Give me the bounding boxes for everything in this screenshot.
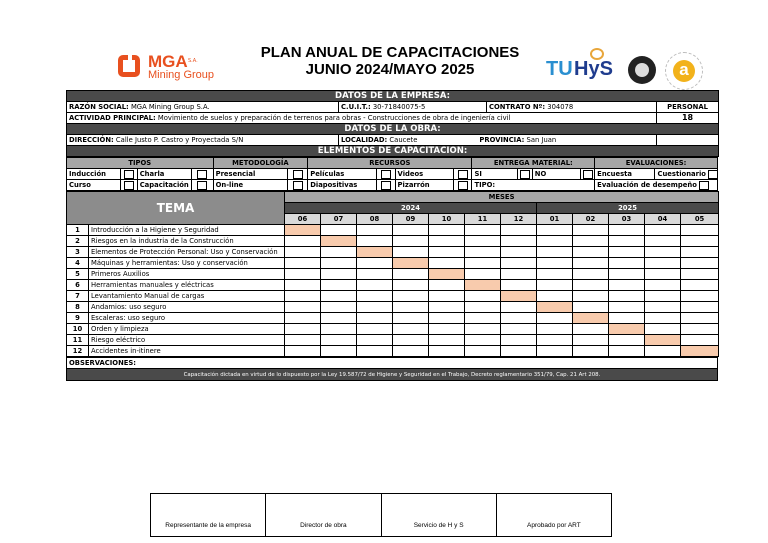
month-cell[interactable] (321, 269, 357, 280)
month-cell[interactable] (285, 346, 321, 357)
tema-header: TEMA (67, 192, 285, 225)
charla-checkbox[interactable] (197, 170, 207, 179)
month-cell[interactable] (609, 225, 645, 236)
month-cell[interactable] (537, 258, 573, 269)
year-2025: 2025 (537, 203, 719, 214)
month-cell[interactable] (429, 346, 465, 357)
observaciones-table (66, 357, 718, 381)
row-tema: Escaleras: uso seguro (89, 313, 285, 324)
row-number: 12 (67, 346, 89, 357)
month-cell[interactable] (609, 258, 645, 269)
eval-desempeno-label: Evaluación de desempeño (597, 181, 697, 189)
observaciones-field[interactable]: OBSERVACIONES: (67, 358, 718, 369)
induccion-label: Inducción (67, 169, 121, 180)
row-number: 6 (67, 280, 89, 291)
month-cell[interactable] (393, 324, 429, 335)
month-cell[interactable] (321, 335, 357, 346)
row-tema: Herramientas manuales y eléctricas (89, 280, 285, 291)
month-header: 07 (321, 214, 357, 225)
peliculas-checkbox[interactable] (381, 170, 391, 179)
month-cell[interactable] (501, 225, 537, 236)
plan-row (67, 324, 719, 335)
month-cell[interactable] (285, 269, 321, 280)
plan-row (67, 335, 719, 346)
month-cell[interactable] (465, 313, 501, 324)
plan-row (67, 302, 719, 313)
scheduled-month-cell[interactable] (609, 324, 645, 335)
month-cell[interactable] (465, 247, 501, 258)
firma-director: Director de obra (266, 494, 381, 536)
cuestionario-label: Cuestionario (657, 170, 706, 178)
month-cell[interactable] (357, 291, 393, 302)
month-cell[interactable] (429, 258, 465, 269)
month-cell[interactable] (465, 236, 501, 247)
month-cell[interactable] (501, 313, 537, 324)
month-cell[interactable] (609, 247, 645, 258)
month-cell[interactable] (321, 280, 357, 291)
month-cell[interactable] (321, 313, 357, 324)
obra-header: DATOS DE LA OBRA: (67, 124, 719, 135)
row-tema: Orden y limpieza (89, 324, 285, 335)
row-number: 4 (67, 258, 89, 269)
tuhys-logo (546, 48, 616, 82)
mga-logo-icon (118, 55, 140, 77)
month-cell[interactable] (501, 236, 537, 247)
plan-row (67, 258, 719, 269)
month-cell[interactable] (501, 302, 537, 313)
month-cell[interactable] (429, 324, 465, 335)
tuhys-logo-tu: TU (546, 58, 573, 80)
row-number: 5 (67, 269, 89, 280)
signature-boxes (150, 493, 612, 537)
personal-label: PERSONAL (657, 102, 719, 113)
month-cell[interactable] (429, 291, 465, 302)
actividad-principal: ACTIVIDAD PRINCIPAL: Movimiento de suelos y preparación de terrenos para obras - Construcciones de obra de ingeniería civil (67, 113, 657, 124)
month-cell[interactable] (681, 291, 719, 302)
month-cell[interactable] (573, 269, 609, 280)
month-cell[interactable] (501, 269, 537, 280)
firma-hys: Servicio de H y S (382, 494, 497, 536)
row-number: 11 (67, 335, 89, 346)
scheduled-month-cell[interactable] (285, 225, 321, 236)
month-cell[interactable] (321, 291, 357, 302)
month-cell[interactable] (321, 324, 357, 335)
tipos-header: TIPOS (67, 158, 214, 169)
mga-logo-text: MGA (148, 52, 188, 71)
elementos-table (66, 157, 718, 191)
month-cell[interactable] (393, 247, 429, 258)
month-cell[interactable] (681, 302, 719, 313)
month-cell[interactable] (537, 291, 573, 302)
month-cell[interactable] (537, 280, 573, 291)
month-cell[interactable] (645, 269, 681, 280)
pizarron-label: Pizarrón (395, 180, 453, 191)
eval-desempeno-checkbox[interactable] (699, 181, 709, 190)
row-number: 8 (67, 302, 89, 313)
scheduled-month-cell[interactable] (321, 236, 357, 247)
empresa-header: DATOS DE LA EMPRESA: (67, 91, 719, 102)
month-cell[interactable] (573, 335, 609, 346)
row-tema: Riesgo eléctrico (89, 335, 285, 346)
month-header: 03 (609, 214, 645, 225)
month-cell[interactable] (609, 236, 645, 247)
personal-value: 18 (657, 113, 719, 124)
month-cell[interactable] (393, 302, 429, 313)
month-cell[interactable] (393, 236, 429, 247)
month-cell[interactable] (321, 258, 357, 269)
evaluaciones-header: EVALUACIONES: (595, 158, 718, 169)
plan-row (67, 280, 719, 291)
month-cell[interactable] (609, 269, 645, 280)
month-cell[interactable] (609, 280, 645, 291)
pizarron-checkbox[interactable] (458, 181, 468, 190)
month-cell[interactable] (681, 335, 719, 346)
charla-label: Charla (137, 169, 191, 180)
month-cell[interactable] (537, 335, 573, 346)
title-line-2: JUNIO 2024/MAYO 2025 (305, 61, 475, 78)
month-header: 05 (681, 214, 719, 225)
month-cell[interactable] (501, 258, 537, 269)
plan-grid (66, 191, 719, 357)
month-cell[interactable] (357, 346, 393, 357)
month-cell[interactable] (501, 247, 537, 258)
month-cell[interactable] (465, 291, 501, 302)
no-checkbox[interactable] (583, 170, 593, 179)
firma-art: Aprobado por ART (527, 522, 581, 529)
month-cell[interactable] (321, 247, 357, 258)
tipo-label: TIPO: (472, 180, 595, 191)
month-cell[interactable] (645, 313, 681, 324)
row-number: 3 (67, 247, 89, 258)
plan-row (67, 225, 719, 236)
month-cell[interactable] (609, 291, 645, 302)
presencial-label: Presencial (213, 169, 288, 180)
month-cell[interactable] (357, 258, 393, 269)
row-tema: Accidentes in-itinere (89, 346, 285, 357)
month-cell[interactable] (357, 313, 393, 324)
month-cell[interactable] (393, 280, 429, 291)
month-cell[interactable] (501, 280, 537, 291)
scheduled-month-cell[interactable] (573, 313, 609, 324)
online-label: On-line (213, 180, 288, 191)
row-tema: Elementos de Protección Personal: Uso y Conservación (89, 247, 285, 258)
row-tema: Máquinas y herramientas: Uso y conservación (89, 258, 285, 269)
online-checkbox[interactable] (293, 181, 303, 190)
month-cell[interactable] (285, 258, 321, 269)
month-cell[interactable] (357, 324, 393, 335)
month-cell[interactable] (681, 236, 719, 247)
row-tema: Levantamiento Manual de cargas (89, 291, 285, 302)
a-logo (665, 52, 703, 90)
month-cell[interactable] (537, 247, 573, 258)
month-cell[interactable] (321, 302, 357, 313)
month-cell[interactable] (537, 324, 573, 335)
month-cell[interactable] (573, 302, 609, 313)
row-number: 10 (67, 324, 89, 335)
month-cell[interactable] (537, 313, 573, 324)
month-cell[interactable] (321, 346, 357, 357)
curso-checkbox[interactable] (124, 181, 134, 190)
footer-note: Capacitación dictada en virtud de lo dispuesto por la Ley 19.587/72 de Higiene y Seguridad en el Trabajo, Decreto reglamentario 351/79, Cap. 21 Art 208. (67, 369, 718, 381)
scheduled-month-cell[interactable] (645, 335, 681, 346)
month-cell[interactable] (393, 269, 429, 280)
si-checkbox[interactable] (520, 170, 530, 179)
row-tema: Introducción a la Higiene y Seguridad (89, 225, 285, 236)
encuesta-label: Encuesta (595, 169, 655, 180)
row-number: 9 (67, 313, 89, 324)
year-2024: 2024 (285, 203, 537, 214)
month-cell[interactable] (609, 313, 645, 324)
plan-form (66, 90, 718, 381)
cuestionario-checkbox[interactable] (708, 170, 717, 179)
row-number: 2 (67, 236, 89, 247)
si-label: SI (472, 169, 518, 180)
scheduled-month-cell[interactable] (429, 269, 465, 280)
month-cell[interactable] (465, 346, 501, 357)
month-cell[interactable] (285, 236, 321, 247)
month-cell[interactable] (357, 236, 393, 247)
month-cell[interactable] (429, 236, 465, 247)
curso-label: Curso (67, 180, 121, 191)
month-cell[interactable] (645, 291, 681, 302)
month-cell[interactable] (645, 225, 681, 236)
month-cell[interactable] (357, 302, 393, 313)
month-cell[interactable] (537, 236, 573, 247)
direccion: DIRECCIÓN: Calle Justo P. Castro y Proyectada S/N (67, 135, 339, 146)
month-header: 08 (357, 214, 393, 225)
plan-row (67, 346, 719, 357)
month-cell[interactable] (645, 258, 681, 269)
row-tema: Riesgos en la industria de la Construcción (89, 236, 285, 247)
empresa-table (66, 90, 719, 157)
month-cell[interactable] (645, 324, 681, 335)
scheduled-month-cell[interactable] (501, 291, 537, 302)
month-cell[interactable] (285, 302, 321, 313)
diapositivas-checkbox[interactable] (381, 181, 391, 190)
month-cell[interactable] (285, 280, 321, 291)
month-cell[interactable] (429, 335, 465, 346)
month-cell[interactable] (429, 302, 465, 313)
month-cell[interactable] (465, 225, 501, 236)
plan-row (67, 236, 719, 247)
cuit: C.U.I.T.: 30-71840075-5 (339, 102, 487, 113)
meses-header: MESES (285, 192, 719, 203)
month-cell[interactable] (285, 324, 321, 335)
month-cell[interactable] (393, 335, 429, 346)
scheduled-month-cell[interactable] (465, 280, 501, 291)
month-cell[interactable] (537, 346, 573, 357)
contrato: CONTRATO Nº: 304078 (487, 102, 657, 113)
month-cell[interactable] (681, 313, 719, 324)
no-label: NO (532, 169, 580, 180)
month-cell[interactable] (321, 225, 357, 236)
document-header (0, 0, 768, 90)
month-cell[interactable] (429, 280, 465, 291)
month-cell[interactable] (429, 247, 465, 258)
diapositivas-label: Diapositivas (308, 180, 377, 191)
month-cell[interactable] (573, 247, 609, 258)
month-cell[interactable] (645, 280, 681, 291)
plan-row (67, 313, 719, 324)
month-cell[interactable] (465, 302, 501, 313)
month-cell[interactable] (393, 225, 429, 236)
month-header: 01 (537, 214, 573, 225)
mga-logo-subtext: Mining Group (148, 69, 215, 81)
month-header: 06 (285, 214, 321, 225)
month-cell[interactable] (681, 269, 719, 280)
month-cell[interactable] (681, 324, 719, 335)
month-cell[interactable] (681, 247, 719, 258)
localidad: LOCALIDAD: Caucete PROVINCIA: San Juan (339, 135, 657, 146)
plan-row (67, 291, 719, 302)
presencial-checkbox[interactable] (293, 170, 303, 179)
month-cell[interactable] (573, 236, 609, 247)
month-cell[interactable] (537, 225, 573, 236)
month-cell[interactable] (285, 247, 321, 258)
month-header: 04 (645, 214, 681, 225)
a-logo-icon: a (673, 60, 695, 82)
month-header: 10 (429, 214, 465, 225)
recursos-header: RECURSOS (308, 158, 472, 169)
month-header: 12 (501, 214, 537, 225)
month-header: 09 (393, 214, 429, 225)
month-cell[interactable] (465, 258, 501, 269)
month-header: 02 (573, 214, 609, 225)
videos-checkbox[interactable] (458, 170, 468, 179)
tuhys-logo-hys: HyS (574, 58, 613, 80)
metodologia-header: METODOLOGÍA (213, 158, 308, 169)
month-cell[interactable] (609, 335, 645, 346)
elementos-header: ELEMENTOS DE CAPACITACIÓN: (67, 146, 719, 157)
month-cell[interactable] (537, 269, 573, 280)
month-cell[interactable] (681, 225, 719, 236)
seal-logo-icon (628, 56, 656, 84)
month-cell[interactable] (573, 346, 609, 357)
firma-representante: Representante de la empresa (151, 494, 266, 536)
month-cell[interactable] (393, 291, 429, 302)
month-cell[interactable] (285, 313, 321, 324)
month-cell[interactable] (573, 324, 609, 335)
month-cell[interactable] (357, 269, 393, 280)
razon-social: RAZÓN SOCIAL: MGA Mining Group S.A. (67, 102, 339, 113)
month-cell[interactable] (285, 335, 321, 346)
month-cell[interactable] (645, 236, 681, 247)
capacitacion-label: Capacitación (137, 180, 191, 191)
month-cell[interactable] (645, 247, 681, 258)
month-cell[interactable] (465, 335, 501, 346)
month-cell[interactable] (681, 280, 719, 291)
month-cell[interactable] (681, 258, 719, 269)
month-cell[interactable] (573, 280, 609, 291)
row-number: 1 (67, 225, 89, 236)
month-cell[interactable] (393, 313, 429, 324)
plan-row (67, 269, 719, 280)
month-cell[interactable] (609, 346, 645, 357)
month-cell[interactable] (429, 313, 465, 324)
scheduled-month-cell[interactable] (681, 346, 719, 357)
month-cell[interactable] (465, 324, 501, 335)
month-cell[interactable] (393, 346, 429, 357)
mga-logo-sa: S.A. (188, 58, 198, 64)
month-cell[interactable] (501, 335, 537, 346)
scheduled-month-cell[interactable] (537, 302, 573, 313)
month-cell[interactable] (645, 302, 681, 313)
month-cell[interactable] (609, 302, 645, 313)
month-cell[interactable] (429, 225, 465, 236)
plan-row (67, 247, 719, 258)
month-header: 11 (465, 214, 501, 225)
month-cell[interactable] (285, 291, 321, 302)
month-cell[interactable] (465, 269, 501, 280)
mga-logo (112, 52, 222, 84)
month-cell[interactable] (645, 346, 681, 357)
scheduled-month-cell[interactable] (357, 247, 393, 258)
capacitacion-checkbox[interactable] (197, 181, 207, 190)
title-line-1: PLAN ANUAL DE CAPACITACIONES (260, 44, 520, 61)
month-cell[interactable] (573, 225, 609, 236)
month-cell[interactable] (357, 225, 393, 236)
month-cell[interactable] (501, 324, 537, 335)
row-number: 7 (67, 291, 89, 302)
scheduled-month-cell[interactable] (393, 258, 429, 269)
row-tema: Andamios: uso seguro (89, 302, 285, 313)
peliculas-label: Películas (308, 169, 377, 180)
induccion-checkbox[interactable] (124, 170, 134, 179)
page-title (220, 44, 560, 78)
videos-label: Videos (395, 169, 453, 180)
entrega-header: ENTREGA MATERIAL: (472, 158, 595, 169)
month-cell[interactable] (357, 335, 393, 346)
month-cell[interactable] (573, 291, 609, 302)
row-tema: Primeros Auxilios (89, 269, 285, 280)
month-cell[interactable] (501, 346, 537, 357)
month-cell[interactable] (357, 280, 393, 291)
month-cell[interactable] (573, 258, 609, 269)
